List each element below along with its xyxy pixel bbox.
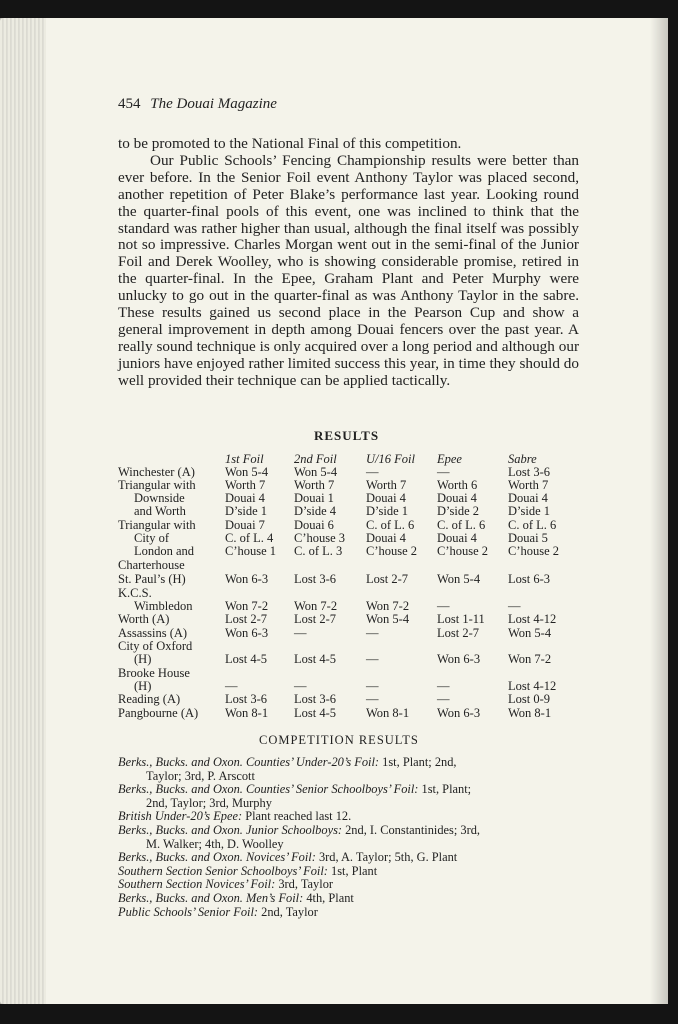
column-header: Sabre bbox=[508, 452, 537, 466]
result-cell: Douai 4 bbox=[508, 491, 548, 506]
page-number: 454 bbox=[118, 96, 141, 112]
opponent-label: and Worth bbox=[134, 504, 186, 519]
opponent-label: Triangular with bbox=[118, 518, 196, 532]
event-name: Berks., Bucks. and Oxon. Counties’ Under-20’s Foil: bbox=[118, 755, 380, 769]
page-edges bbox=[0, 18, 46, 1004]
opponent-label: Triangular with bbox=[118, 478, 196, 492]
competition-entry bbox=[118, 824, 584, 851]
result-cell: Lost 0-9 bbox=[508, 692, 551, 706]
result-cell: Won 6-3 bbox=[437, 652, 481, 667]
event-result: 1st, Plant bbox=[327, 863, 378, 878]
result-cell: — bbox=[366, 652, 379, 667]
result-cell: Douai 4 bbox=[225, 491, 265, 506]
result-cell: — bbox=[437, 679, 450, 694]
result-cell: Worth 7 bbox=[225, 478, 266, 492]
competition-entry bbox=[118, 810, 584, 824]
column-header: Epee bbox=[437, 452, 462, 466]
paragraph: Our Public Schools’ Fencing Championship results were better than ever before. In the Senior Foil event Anthony Taylor was placed second, another repetition of Peter Blake’s performance last year. Looking round the quarter-final pools of this event, one was inclined to think that the standard was rather higher than usual, although the final itself was possibly not so impressive. Charles Morgan went out in the semi-final of the Junior Foil and Derek Woolley, who is showing considerable promise, retired in the quarter-final. In the Epee, Graham Plant and Peter Murphy were unlucky to go out in the quarter-final as was Anthony Taylor in the sabre. These results gained us second place in the Pearson Cup and show a general improvement in depth among Douai fencers over the past year. A really sound technique is only acquired over a long period and although our juniors have enjoyed rather limited success this year, in time they should do well provided their technique can be applied tactically. bbox=[118, 151, 579, 389]
result-cell: C. of L. 6 bbox=[508, 518, 557, 532]
column-header: 1st Foil bbox=[225, 452, 264, 466]
result-cell: Douai 5 bbox=[508, 531, 548, 546]
column-header: U/16 Foil bbox=[366, 452, 415, 466]
result-cell: D’side 2 bbox=[437, 504, 480, 519]
result-cell: C. of L. 4 bbox=[225, 531, 274, 546]
result-cell: Won 7-2 bbox=[294, 599, 338, 614]
result-cell: Lost 2-7 bbox=[437, 626, 480, 640]
event-result: 2nd, I. Constantinides; 3rd, bbox=[342, 823, 481, 837]
competition-entry bbox=[118, 906, 584, 920]
opponent-label: Pangbourne (A) bbox=[118, 706, 199, 720]
result-cell: — bbox=[366, 692, 379, 706]
competition-entry bbox=[118, 878, 584, 892]
result-cell: — bbox=[437, 692, 450, 706]
event-result: 2nd, Taylor bbox=[258, 904, 318, 919]
competition-entry bbox=[118, 783, 584, 810]
result-cell: Lost 4-5 bbox=[294, 652, 337, 667]
result-cell: C’house 3 bbox=[294, 531, 346, 546]
result-cell: Lost 1-11 bbox=[437, 612, 485, 626]
result-cell: Won 7-2 bbox=[366, 599, 410, 614]
result-cell: Lost 2-7 bbox=[366, 572, 409, 586]
result-cell: Douai 4 bbox=[437, 491, 477, 506]
result-cell: Lost 2-7 bbox=[294, 612, 337, 626]
result-cell: — bbox=[225, 679, 238, 694]
event-result-continued: M. Walker; 4th, D. Woolley bbox=[146, 836, 284, 851]
result-cell: Lost 2-7 bbox=[225, 612, 268, 626]
result-cell: Lost 6-3 bbox=[508, 572, 551, 586]
opponent-label: Wimbledon bbox=[134, 599, 193, 614]
event-result: Plant reached last 12. bbox=[242, 809, 352, 824]
opponent-label: (H) bbox=[134, 652, 152, 667]
opponent-label: City of Oxford bbox=[118, 639, 193, 653]
result-cell: — bbox=[366, 465, 379, 479]
result-cell: Won 5-4 bbox=[225, 465, 269, 479]
competition-results-heading: COMPETITION RESULTS bbox=[259, 733, 419, 747]
result-cell: Lost 3-6 bbox=[294, 572, 337, 586]
opponent-label: Brooke House bbox=[118, 666, 190, 680]
event-result-continued: 2nd, Taylor; 3rd, Murphy bbox=[146, 795, 272, 810]
result-cell: Lost 4-5 bbox=[225, 652, 268, 667]
event-name: Southern Section Senior Schoolboys’ Foil: bbox=[118, 863, 328, 878]
result-cell: Lost 4-5 bbox=[294, 706, 337, 720]
running-header bbox=[118, 96, 277, 113]
opponent-label: (H) bbox=[134, 679, 152, 694]
result-cell: Won 6-3 bbox=[225, 572, 269, 586]
result-cell: Lost 3-6 bbox=[294, 692, 337, 706]
paragraph: to be promoted to the National Final of this competition. bbox=[118, 135, 462, 152]
opponent-label: London and bbox=[134, 544, 195, 559]
event-result: 3rd, Taylor bbox=[275, 877, 334, 892]
result-cell: Worth 7 bbox=[508, 478, 549, 492]
result-cell: Douai 4 bbox=[437, 531, 477, 546]
result-cell: — bbox=[294, 626, 307, 640]
competition-entry bbox=[118, 756, 584, 783]
result-cell: C. of L. 6 bbox=[437, 518, 486, 532]
opponent-label: Charterhouse bbox=[118, 557, 185, 572]
result-cell: Won 5-4 bbox=[508, 626, 552, 640]
opponent-label: Winchester (A) bbox=[118, 465, 195, 479]
result-cell: Won 7-2 bbox=[508, 652, 552, 667]
event-name: Berks., Bucks. and Oxon. Counties’ Senior Schoolboys’ Foil: bbox=[118, 782, 419, 797]
competition-entry bbox=[118, 851, 584, 865]
result-cell: Lost 4-12 bbox=[508, 612, 557, 626]
result-cell: Won 5-4 bbox=[294, 465, 338, 479]
opponent-label: Assassins (A) bbox=[118, 626, 188, 640]
result-cell: Worth 6 bbox=[437, 478, 478, 492]
event-result: 1st, Plant; bbox=[418, 782, 472, 797]
result-cell: — bbox=[294, 679, 307, 694]
opponent-label: K.C.S. bbox=[118, 586, 152, 600]
result-cell: — bbox=[366, 626, 379, 640]
opponent-label: Reading (A) bbox=[118, 692, 181, 706]
column-header: 2nd Foil bbox=[294, 452, 337, 466]
result-cell: C. of L. 6 bbox=[366, 518, 415, 532]
event-result: 1st, Plant; 2nd, bbox=[379, 755, 457, 769]
event-name: Berks., Bucks. and Oxon. Men’s Foil: bbox=[118, 891, 304, 905]
result-cell: Worth 7 bbox=[294, 478, 335, 492]
result-cell: Douai 7 bbox=[225, 518, 265, 532]
event-name: Berks., Bucks. and Oxon. Junior Schoolboys: bbox=[118, 823, 343, 837]
result-cell: Lost 3-6 bbox=[508, 465, 551, 479]
result-cell: C’house 2 bbox=[366, 544, 418, 559]
result-cell: — bbox=[508, 599, 521, 614]
result-cell: D’side 1 bbox=[366, 504, 409, 519]
opponent-label: Worth (A) bbox=[118, 612, 170, 626]
opponent-label: Downside bbox=[134, 491, 185, 506]
result-cell: C’house 1 bbox=[225, 544, 277, 559]
result-cell: Won 8-1 bbox=[225, 706, 269, 720]
result-cell: C. of L. 3 bbox=[294, 544, 343, 559]
result-cell: Lost 3-6 bbox=[225, 692, 268, 706]
opponent-label: City of bbox=[134, 531, 170, 546]
result-cell: D’side 4 bbox=[294, 504, 337, 519]
result-cell: Won 7-2 bbox=[225, 599, 269, 614]
result-cell: Won 5-4 bbox=[366, 612, 410, 626]
result-cell: — bbox=[437, 599, 450, 614]
result-cell: Douai 4 bbox=[366, 531, 406, 546]
competition-entry bbox=[118, 892, 584, 906]
competition-entry bbox=[118, 865, 584, 879]
opponent-label: St. Paul’s (H) bbox=[118, 572, 186, 586]
event-result: 4th, Plant bbox=[303, 891, 354, 905]
event-name: Southern Section Novices’ Foil: bbox=[118, 877, 276, 892]
result-cell: Douai 1 bbox=[294, 491, 334, 506]
result-cell: D’side 1 bbox=[225, 504, 268, 519]
result-cell: Won 8-1 bbox=[366, 706, 410, 720]
result-cell: Won 8-1 bbox=[508, 706, 552, 720]
result-cell: C’house 2 bbox=[508, 544, 560, 559]
result-cell: C’house 2 bbox=[437, 544, 489, 559]
article-body bbox=[118, 136, 579, 390]
result-cell: Worth 7 bbox=[366, 478, 407, 492]
result-cell: Won 6-3 bbox=[437, 706, 481, 720]
event-name: Berks., Bucks. and Oxon. Novices’ Foil: bbox=[118, 850, 316, 865]
result-cell: Douai 6 bbox=[294, 518, 334, 532]
event-result: 3rd, A. Taylor; 5th, G. Plant bbox=[315, 850, 458, 865]
event-name: British Under-20’s Epee: bbox=[118, 809, 243, 824]
result-cell: — bbox=[366, 679, 379, 694]
result-cell: Won 5-4 bbox=[437, 572, 481, 586]
event-name: Public Schools’ Senior Foil: bbox=[118, 904, 259, 919]
magazine-title: The Douai Magazine bbox=[150, 96, 277, 112]
result-cell: Lost 4-12 bbox=[508, 679, 557, 694]
result-cell: Won 6-3 bbox=[225, 626, 269, 640]
results-heading: RESULTS bbox=[314, 428, 380, 443]
result-cell: — bbox=[437, 465, 450, 479]
result-cell: D’side 1 bbox=[508, 504, 551, 519]
page-gutter-shadow bbox=[650, 18, 668, 1004]
event-result-continued: Taylor; 3rd, P. Arscott bbox=[146, 768, 255, 783]
result-cell: Douai 4 bbox=[366, 491, 406, 506]
